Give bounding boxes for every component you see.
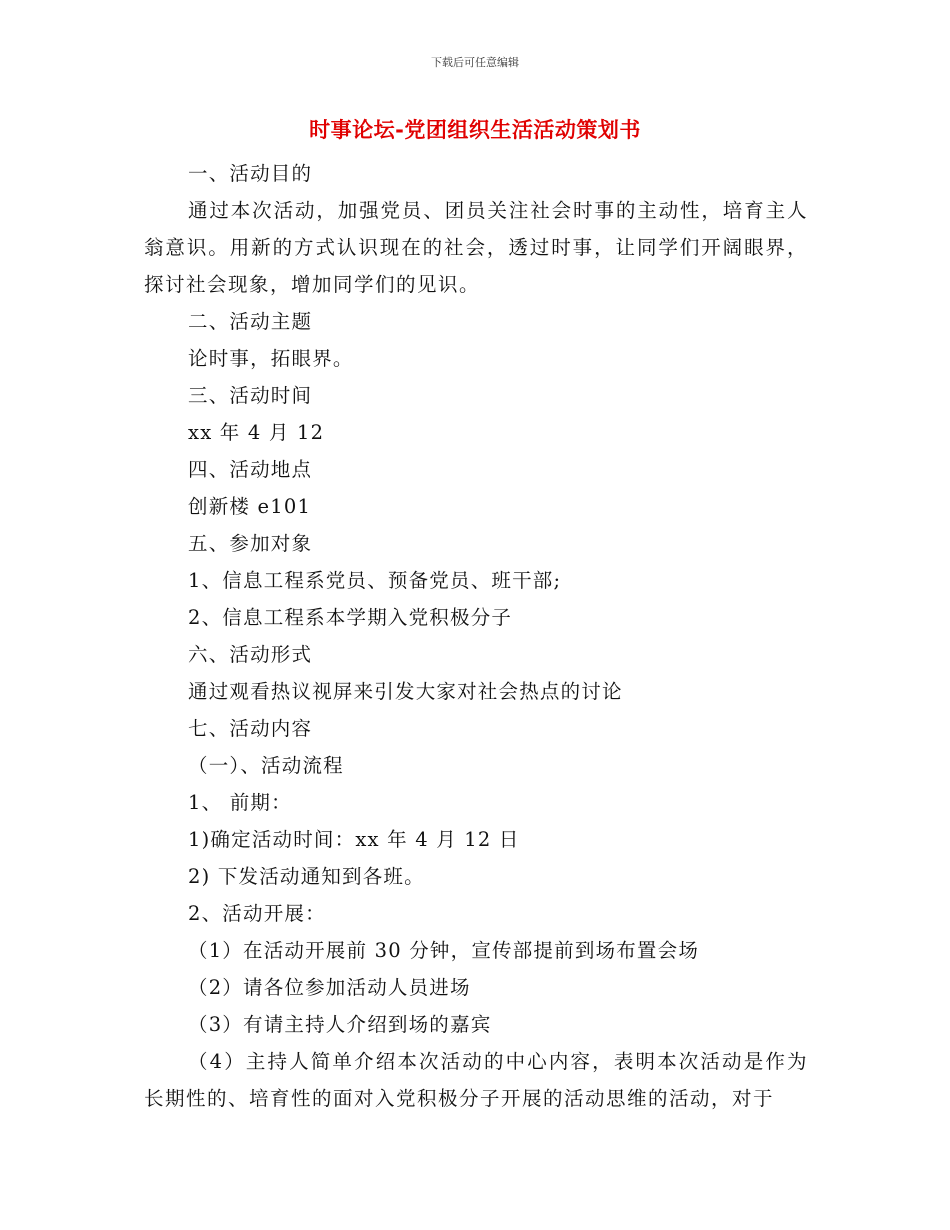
section-heading-theme: 二、活动主题 bbox=[188, 310, 313, 333]
document-body bbox=[144, 155, 808, 1117]
text-location: 创新楼 e101 bbox=[188, 495, 312, 518]
list-item-prephase: 1、 前期： bbox=[188, 791, 292, 814]
section-heading-time: 三、活动时间 bbox=[188, 384, 313, 407]
list-item-execution-1: （1）在活动开展前 30 分钟，宣传部提前到场布置会场 bbox=[188, 939, 700, 962]
page-header-note: 下载后可任意编辑 bbox=[431, 56, 519, 69]
subheading-process: （一）、活动流程 bbox=[188, 754, 344, 777]
list-item-execution: 2、活动开展： bbox=[188, 902, 326, 925]
list-item-execution-2: （2）请各位参加活动人员进场 bbox=[188, 976, 471, 999]
paragraph-execution-4: （4）主持人简单介绍本次活动的中心内容，表明本次活动是作为长期性的、培育性的面对入党积极分子开展的活动思维的活动，对于 bbox=[144, 1050, 808, 1110]
paragraph-purpose: 通过本次活动，加强党员、团员关注社会时事的主动性，培育主人翁意识。用新的方式认识现在的社会，透过时事，让同学们开阔眼界，探讨社会现象，增加同学们的见识。 bbox=[144, 199, 808, 296]
list-item-prephase-1: 1)确定活动时间：xx 年 4 月 12 日 bbox=[188, 828, 520, 851]
list-item-participants-1: 1、信息工程系党员、预备党员、班干部; bbox=[188, 569, 562, 592]
section-heading-location: 四、活动地点 bbox=[188, 458, 313, 481]
text-format: 通过观看热议视屏来引发大家对社会热点的讨论 bbox=[188, 680, 623, 703]
section-heading-purpose: 一、活动目的 bbox=[188, 162, 313, 185]
list-item-execution-3: （3）有请主持人介绍到场的嘉宾 bbox=[188, 1013, 492, 1036]
list-item-prephase-2: 2) 下发活动通知到各班。 bbox=[188, 865, 425, 888]
section-heading-content: 七、活动内容 bbox=[188, 717, 313, 740]
section-heading-format: 六、活动形式 bbox=[188, 643, 313, 666]
text-time: xx 年 4 月 12 bbox=[188, 421, 325, 444]
section-heading-participants: 五、参加对象 bbox=[188, 532, 313, 555]
document-title: 时事论坛-党团组织生活活动策划书 bbox=[309, 118, 641, 142]
text-theme: 论时事，拓眼界。 bbox=[188, 347, 354, 370]
list-item-participants-2: 2、信息工程系本学期入党积极分子 bbox=[188, 606, 513, 629]
